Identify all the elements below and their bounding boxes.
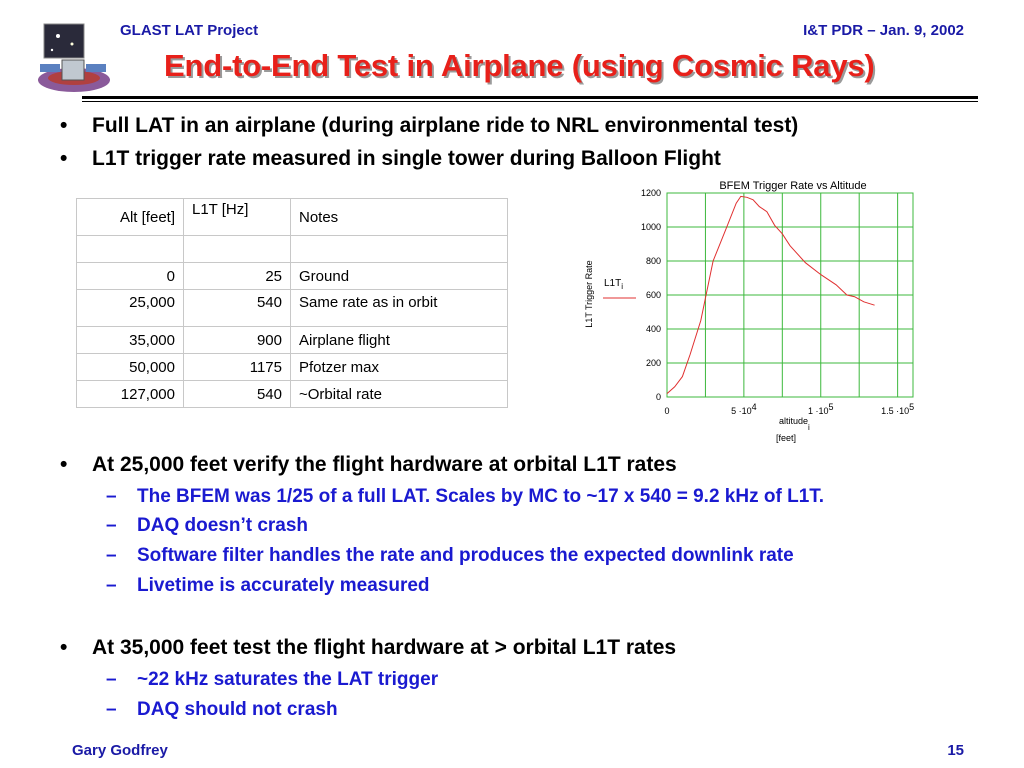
table-row — [77, 327, 508, 354]
x-tick-label — [808, 402, 834, 416]
table-cell: 127,000 — [77, 381, 184, 408]
legend-label — [604, 278, 623, 291]
x-axis-label — [779, 416, 810, 432]
table-cell — [77, 236, 184, 263]
sub-bullet-bfem: The BFEM was 1/25 of a full LAT. Scales by MC to ~17 x 540 = 9.2 kHz of L1T. — [137, 486, 825, 507]
x-tick-base: 1.5 ·10 — [881, 406, 910, 416]
table-row — [77, 381, 508, 408]
table-cell: Ground — [291, 263, 508, 290]
table-cell: 1175 — [184, 354, 291, 381]
x-axis-label-sub: i — [808, 423, 810, 432]
bullet-full-lat: Full LAT in an airplane (during airplane ride to NRL environmental test) — [92, 114, 799, 137]
x-tick-exponent: 5 — [828, 402, 834, 412]
trigger-rate-chart — [570, 176, 950, 443]
table-row — [77, 236, 508, 263]
table-cell: 25,000 — [77, 290, 184, 327]
table-cell: 25 — [184, 263, 291, 290]
table-cell — [291, 236, 508, 263]
page-title: End-to-End Test in Airplane (using Cosmic Rays) — [164, 48, 875, 83]
bullet-at-35000: At 35,000 feet test the flight hardware at > orbital L1T rates — [92, 636, 677, 659]
x-tick-base: 1 ·10 — [807, 406, 829, 416]
x-axis-ticks — [664, 402, 914, 416]
table-row — [77, 290, 508, 327]
table-header-cell: Alt [feet] — [77, 199, 184, 236]
glast-logo-icon — [28, 18, 112, 102]
x-tick-base: 5 ·10 — [731, 406, 752, 416]
title-rule-thick — [82, 96, 978, 99]
table-header-row — [77, 199, 508, 236]
table-header-cell: L1T [Hz] — [184, 199, 291, 236]
table-row — [77, 354, 508, 381]
x-tick-exponent: 5 — [909, 402, 915, 412]
project-name: GLAST LAT Project — [120, 22, 259, 39]
table-cell: ~Orbital rate — [291, 381, 508, 408]
table-row — [77, 263, 508, 290]
table-cell: 50,000 — [77, 354, 184, 381]
x-axis-unit: [feet] — [776, 433, 797, 443]
y-tick-label: 400 — [645, 324, 661, 334]
meeting-date: I&T PDR – Jan. 9, 2002 — [803, 22, 964, 39]
table-cell: 540 — [184, 381, 291, 408]
altitude-rate-table — [76, 198, 508, 408]
x-tick-base: 0 — [664, 406, 670, 416]
bullet-at-25000: At 25,000 feet verify the flight hardware at orbital L1T rates — [92, 453, 677, 476]
x-tick-label — [881, 402, 914, 416]
bullet-icon: • — [60, 114, 68, 137]
y-tick-label: 800 — [645, 256, 661, 266]
table-cell: Airplane flight — [291, 327, 508, 354]
y-tick-label: 1000 — [640, 222, 661, 232]
legend-label-sub: i — [621, 282, 624, 291]
table-cell — [184, 236, 291, 263]
sub-bullet-daq: DAQ doesn’t crash — [137, 515, 309, 536]
y-tick-label: 1200 — [640, 188, 661, 198]
table-cell: 540 — [184, 290, 291, 327]
table-header-cell: Notes — [291, 199, 508, 236]
sub-bullet-filter: Software filter handles the rate and produces the expected downlink rate — [137, 545, 794, 566]
y-tick-label: 600 — [645, 290, 661, 300]
footer-author: Gary Godfrey — [72, 742, 168, 759]
dash-icon: – — [106, 545, 117, 566]
bullet-icon: • — [60, 147, 68, 170]
table-cell: Pfotzer max — [291, 354, 508, 381]
page-number: 15 — [947, 742, 964, 759]
sub-bullet-no-crash: DAQ should not crash — [137, 699, 338, 720]
legend-label-main: L1T — [604, 278, 622, 289]
dash-icon: – — [106, 486, 117, 507]
bullet-icon: • — [60, 453, 68, 476]
title-rule-thin — [82, 101, 978, 102]
y-tick-label: 200 — [645, 358, 661, 368]
table-cell: Same rate as in orbit — [291, 290, 508, 327]
dash-icon: – — [106, 699, 117, 720]
sub-bullet-saturates: ~22 kHz saturates the LAT trigger — [137, 669, 439, 690]
x-axis-label-main: altitude — [779, 416, 809, 426]
y-axis-ticks — [641, 188, 661, 402]
table-cell: 0 — [77, 263, 184, 290]
table-cell: 900 — [184, 327, 291, 354]
dash-icon: – — [106, 515, 117, 536]
dash-icon: – — [106, 575, 117, 596]
chart-grid — [667, 193, 913, 397]
table-cell: 35,000 — [77, 327, 184, 354]
chart-title: BFEM Trigger Rate vs Altitude — [719, 180, 867, 192]
x-tick-exponent: 4 — [751, 402, 757, 412]
bullet-l1t-measured: L1T trigger rate measured in single tower during Balloon Flight — [92, 147, 721, 170]
x-tick-label — [731, 402, 757, 416]
dash-icon: – — [106, 669, 117, 690]
sub-bullet-livetime: Livetime is accurately measured — [137, 575, 430, 596]
x-tick-label — [664, 406, 669, 416]
bullet-icon: • — [60, 636, 68, 659]
y-tick-label: 0 — [655, 392, 661, 402]
logo — [28, 18, 112, 102]
y-axis-label: L1T Trigger Rate — [584, 260, 594, 328]
